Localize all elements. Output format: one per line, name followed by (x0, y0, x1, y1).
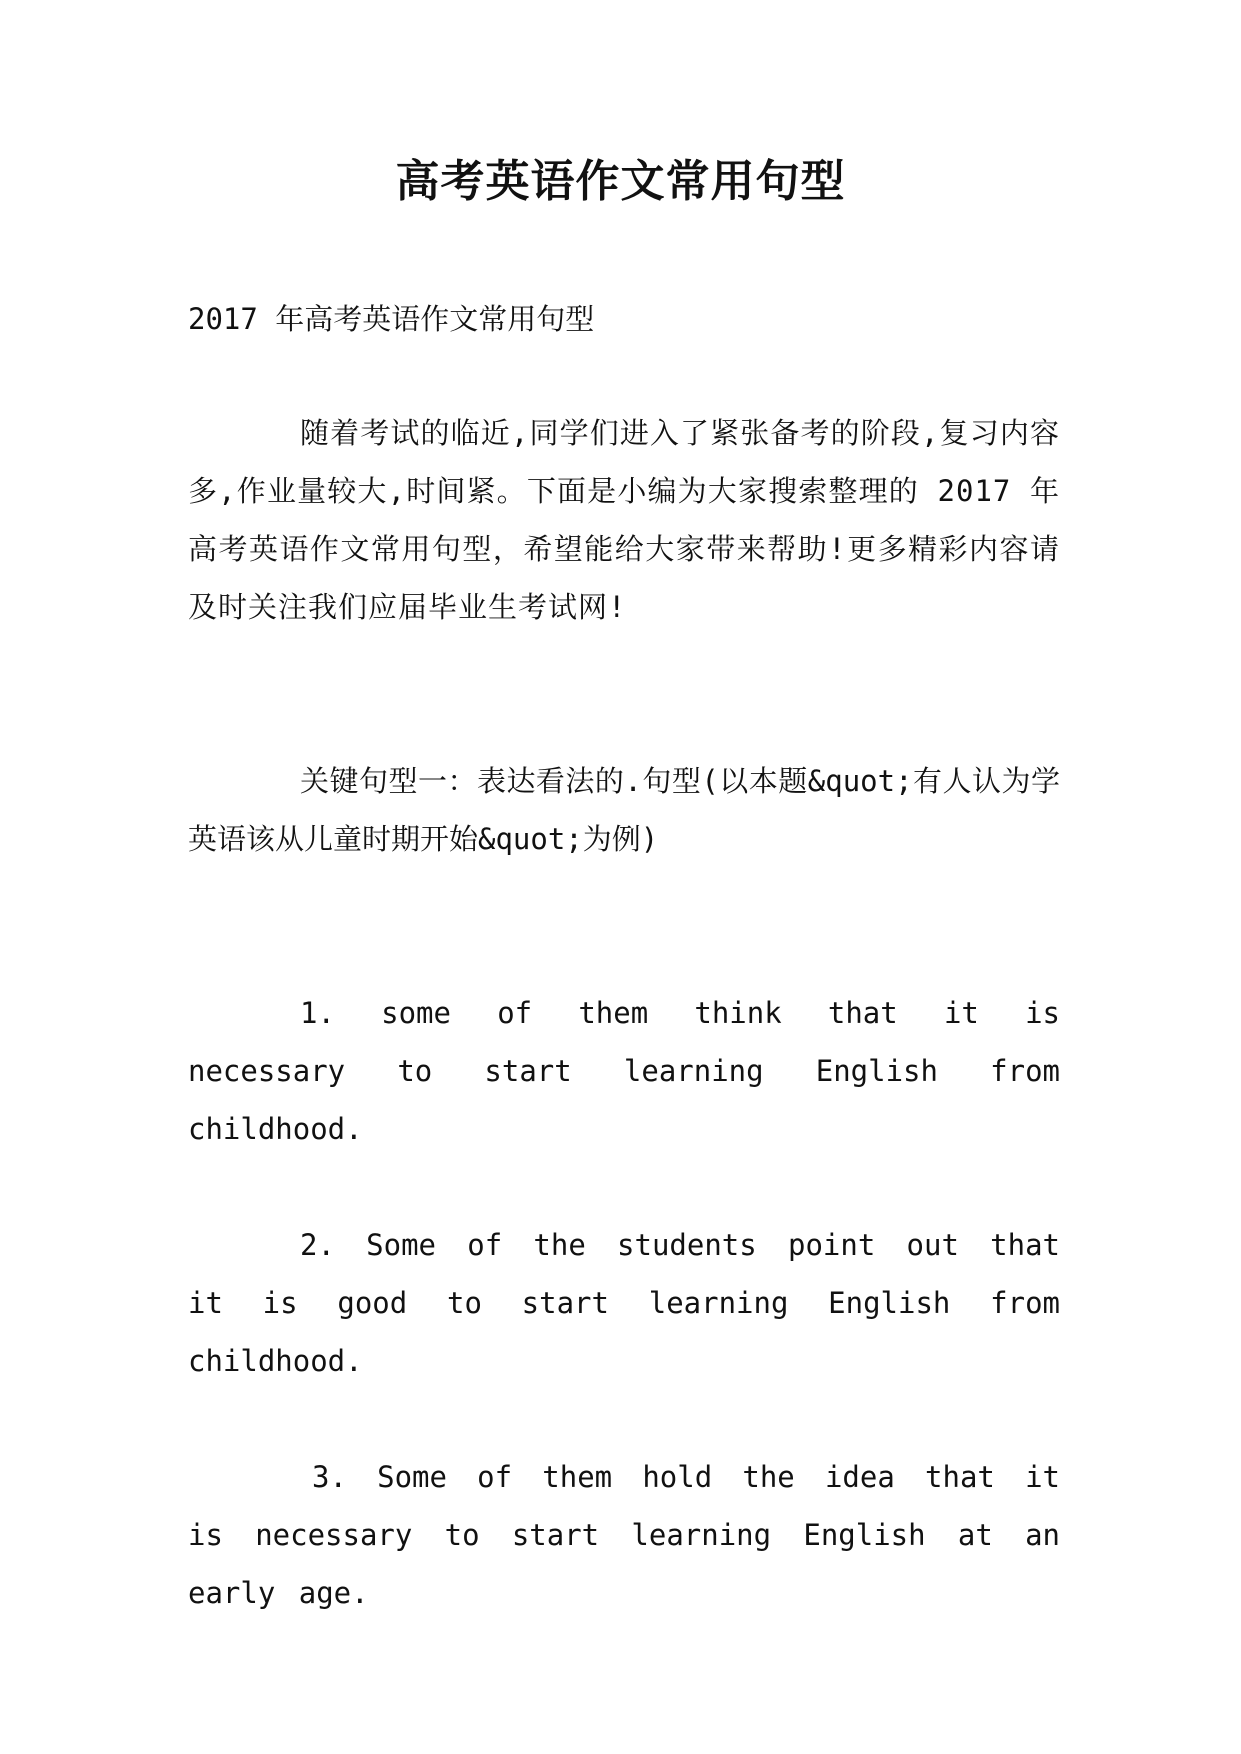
example-sentence-1: 1. some of them think that it is necessary to start learning English from childhood. (188, 996, 1060, 1146)
document-title: 高考英语作文常用句型 (395, 156, 846, 207)
example-sentence-2: 2. Some of the students point out that it is good to start learning English from childhood. (188, 1228, 1060, 1378)
key-pattern-heading: 关键句型一：表达看法的.句型(以本题&quot;有人认为学英语该从儿童时期开始&quot;为例) (188, 764, 1060, 856)
document-subtitle: 2017 年高考英语作文常用句型 (188, 302, 595, 336)
intro-paragraph: 随着考试的临近,同学们进入了紧张备考的阶段,复习内容多,作业量较大,时间紧。下面是小编为大家搜索整理的 2017 年高考英语作文常用句型，希望能给大家带来帮助!更多精彩内容请及时关注我们应届毕业生考试网! (188, 416, 1060, 624)
example-sentence-3: 3. Some of them hold the idea that it is necessary to start learning English at an early age. (188, 1460, 1060, 1610)
